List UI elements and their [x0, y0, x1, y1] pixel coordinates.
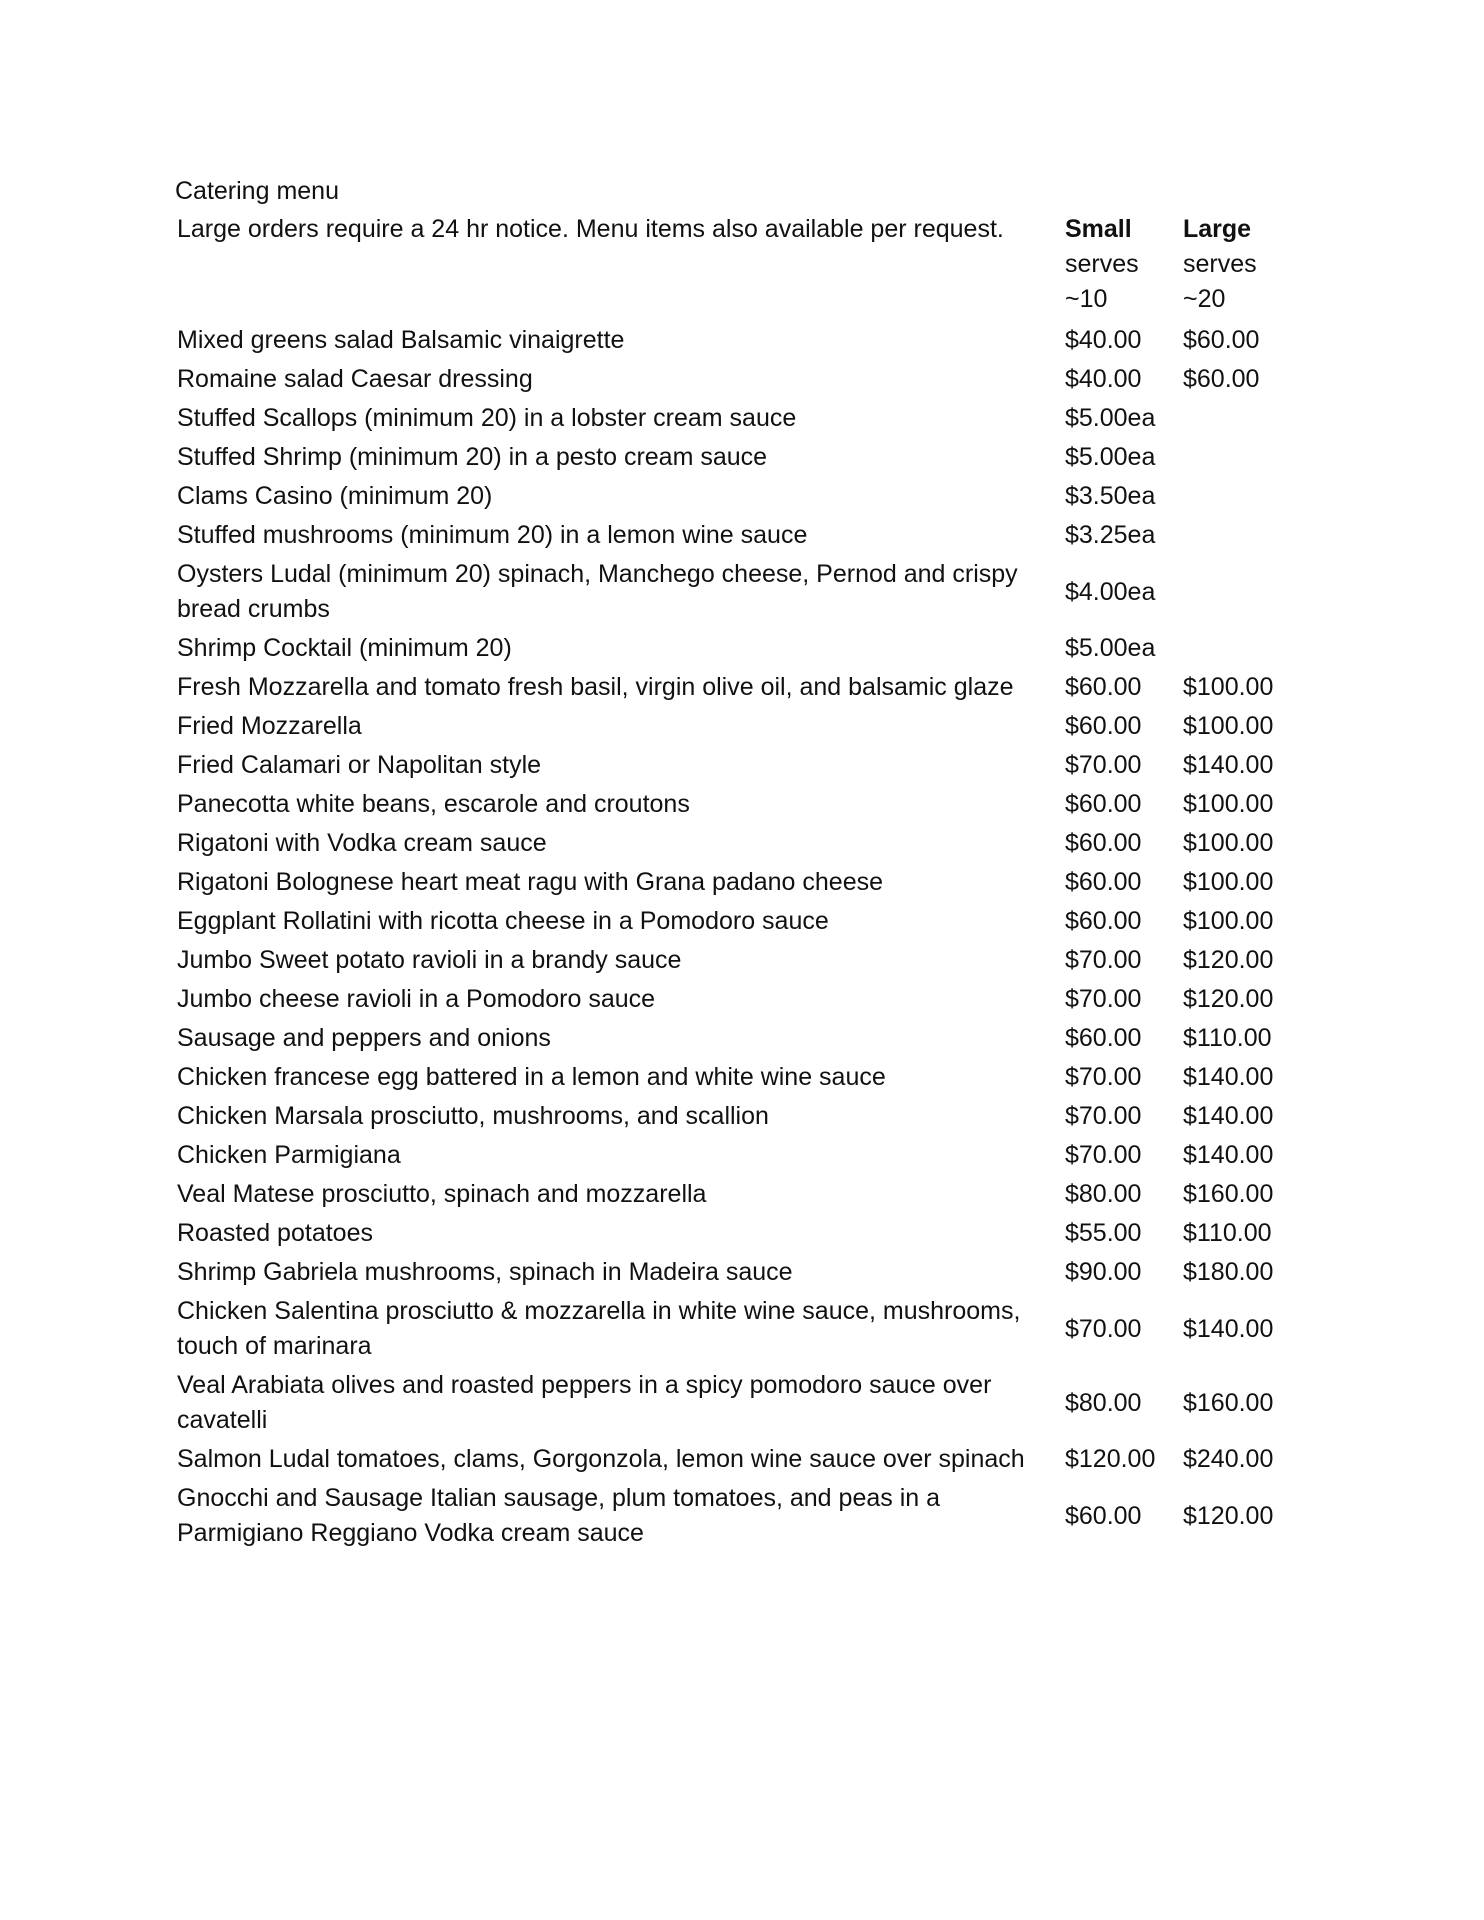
- menu-item-name: Chicken Salentina prosciutto & mozzarella in white wine sauce, mushrooms, touch of marinara: [177, 1297, 1021, 1360]
- menu-item-price-small: $70.00: [1065, 1063, 1142, 1091]
- menu-item-name: Gnocchi and Sausage Italian sausage, plum tomatoes, and peas in a Parmigiano Reggiano Vodka cream sauce: [177, 1484, 941, 1547]
- menu-item-price-small: $5.00ea: [1065, 634, 1156, 662]
- menu-item-price-large: $110.00: [1183, 1219, 1272, 1247]
- menu-item-name: Fresh Mozzarella and tomato fresh basil, virgin olive oil, and balsamic glaze: [177, 673, 1014, 701]
- menu-item-price-small: $3.50ea: [1065, 482, 1156, 510]
- small-serves: serves ~10: [1065, 250, 1139, 313]
- menu-item-price-large: $140.00: [1183, 1314, 1274, 1343]
- menu-item-name: Romaine salad Caesar dressing: [177, 365, 533, 393]
- menu-item-row: [177, 1097, 1307, 1136]
- menu-item-price-large: $100.00: [1183, 790, 1274, 818]
- menu-item-price-small: $80.00: [1065, 1180, 1142, 1208]
- menu-item-price-small: $70.00: [1065, 985, 1142, 1013]
- menu-item-name: Clams Casino (minimum 20): [177, 482, 493, 510]
- menu-item-price-small: $70.00: [1065, 751, 1142, 779]
- menu-item-price-large: $100.00: [1183, 673, 1274, 701]
- menu-item-name: Chicken Parmigiana: [177, 1141, 401, 1169]
- menu-item-row: [177, 629, 1307, 668]
- menu-item-name: Stuffed Shrimp (minimum 20) in a pesto cream sauce: [177, 443, 768, 471]
- menu-item-price-small: $60.00: [1065, 790, 1142, 818]
- menu-item-price-small: $40.00: [1065, 326, 1142, 354]
- menu-item-row: [177, 668, 1307, 707]
- large-serves: serves ~20: [1183, 250, 1257, 313]
- large-label: Large: [1183, 215, 1252, 243]
- menu-item-row: [177, 555, 1307, 629]
- menu-item-price-small: $3.25ea: [1065, 521, 1156, 549]
- menu-item-price-large: $140.00: [1183, 751, 1274, 779]
- menu-item-price-small: $55.00: [1065, 1219, 1142, 1247]
- menu-item-name: Jumbo Sweet potato ravioli in a brandy sauce: [177, 946, 682, 974]
- menu-item-price-small: $4.00ea: [1065, 577, 1156, 606]
- page-title: Catering menu: [175, 177, 339, 205]
- column-header-small: [1065, 212, 1183, 317]
- menu-item-row: [177, 1058, 1307, 1097]
- menu-item-name: Fried Mozzarella: [177, 712, 362, 740]
- menu-item-price-large: $140.00: [1183, 1063, 1274, 1091]
- menu-item-row: [177, 360, 1307, 399]
- menu-item-row: [177, 746, 1307, 785]
- menu-item-row: [177, 707, 1307, 746]
- small-label: Small: [1065, 215, 1132, 243]
- menu-item-price-small: $60.00: [1065, 712, 1142, 740]
- menu-item-row: [177, 824, 1307, 863]
- menu-item-price-large: $140.00: [1183, 1141, 1274, 1169]
- menu-item-price-small: $5.00ea: [1065, 404, 1156, 432]
- menu-item-name: Veal Arabiata olives and roasted peppers in a spicy pomodoro sauce over cavatelli: [177, 1371, 992, 1434]
- menu-item-price-small: $60.00: [1065, 829, 1142, 857]
- menu-item-price-large: $100.00: [1183, 829, 1274, 857]
- menu-item-name: Rigatoni Bolognese heart meat ragu with Grana padano cheese: [177, 868, 884, 896]
- menu-item-price-large: $100.00: [1183, 712, 1274, 740]
- menu-item-price-large: $160.00: [1183, 1388, 1274, 1417]
- menu-item-row: [177, 516, 1307, 555]
- menu-item-price-small: $70.00: [1065, 1314, 1142, 1343]
- menu-item-row: [177, 1253, 1307, 1292]
- menu-item-name: Rigatoni with Vodka cream sauce: [177, 829, 547, 857]
- column-header-large: [1183, 212, 1307, 317]
- menu-item-row: [177, 438, 1307, 477]
- table-header: [177, 212, 1307, 317]
- menu-item-name: Shrimp Cocktail (minimum 20): [177, 634, 512, 662]
- menu-item-name: Veal Matese prosciutto, spinach and mozzarella: [177, 1180, 707, 1208]
- menu-item-price-small: $60.00: [1065, 1501, 1142, 1530]
- menu-item-row: [177, 399, 1307, 438]
- menu-item-price-large: $100.00: [1183, 868, 1274, 896]
- menu-item-price-small: $80.00: [1065, 1388, 1142, 1417]
- menu-item-row: [177, 1440, 1307, 1479]
- menu-item-row: [177, 1479, 1307, 1553]
- menu-item-row: [177, 1175, 1307, 1214]
- menu-item-row: [177, 1366, 1307, 1440]
- menu-item-price-small: $60.00: [1065, 1024, 1142, 1052]
- menu-table: [177, 212, 1307, 1553]
- menu-item-price-large: $110.00: [1183, 1024, 1272, 1052]
- menu-item-name: Chicken francese egg battered in a lemon and white wine sauce: [177, 1063, 886, 1091]
- menu-item-name: Panecotta white beans, escarole and croutons: [177, 790, 690, 818]
- menu-item-name: Mixed greens salad Balsamic vinaigrette: [177, 326, 625, 354]
- menu-item-price-small: $5.00ea: [1065, 443, 1156, 471]
- menu-item-name: Sausage and peppers and onions: [177, 1024, 551, 1052]
- menu-item-name: Stuffed Scallops (minimum 20) in a lobster cream sauce: [177, 404, 797, 432]
- menu-item-name: Roasted potatoes: [177, 1219, 373, 1247]
- menu-item-price-small: $40.00: [1065, 365, 1142, 393]
- menu-item-price-small: $70.00: [1065, 1102, 1142, 1130]
- menu-item-price-small: $70.00: [1065, 946, 1142, 974]
- menu-item-price-small: $60.00: [1065, 673, 1142, 701]
- menu-item-row: [177, 321, 1307, 360]
- menu-item-row: [177, 1136, 1307, 1175]
- menu-item-price-small: $60.00: [1065, 868, 1142, 896]
- menu-item-name: Shrimp Gabriela mushrooms, spinach in Madeira sauce: [177, 1258, 793, 1286]
- menu-item-price-large: $60.00: [1183, 326, 1260, 354]
- menu-item-row: [177, 863, 1307, 902]
- menu-item-price-large: $60.00: [1183, 365, 1260, 393]
- menu-item-price-small: $90.00: [1065, 1258, 1142, 1286]
- menu-item-price-large: $120.00: [1183, 985, 1274, 1013]
- menu-item-row: [177, 785, 1307, 824]
- menu-item-name: Jumbo cheese ravioli in a Pomodoro sauce: [177, 985, 656, 1013]
- menu-rows: [177, 321, 1307, 1553]
- menu-item-price-large: $140.00: [1183, 1102, 1274, 1130]
- menu-item-row: [177, 902, 1307, 941]
- menu-item-row: [177, 1214, 1307, 1253]
- menu-item-price-large: $120.00: [1183, 946, 1274, 974]
- menu-item-price-large: $180.00: [1183, 1258, 1274, 1286]
- menu-item-name: Stuffed mushrooms (minimum 20) in a lemon wine sauce: [177, 521, 808, 549]
- menu-item-row: [177, 980, 1307, 1019]
- menu-item-name: Salmon Ludal tomatoes, clams, Gorgonzola, lemon wine sauce over spinach: [177, 1445, 1025, 1473]
- menu-item-price-large: $240.00: [1183, 1445, 1274, 1473]
- menu-item-name: Eggplant Rollatini with ricotta cheese in a Pomodoro sauce: [177, 907, 829, 935]
- menu-item-price-small: $60.00: [1065, 907, 1142, 935]
- menu-item-name: Fried Calamari or Napolitan style: [177, 751, 542, 779]
- menu-item-row: [177, 1019, 1307, 1058]
- order-notice: Large orders require a 24 hr notice. Menu items also available per request.: [177, 215, 1004, 243]
- menu-item-row: [177, 1292, 1307, 1366]
- menu-item-name: Oysters Ludal (minimum 20) spinach, Manchego cheese, Pernod and crispy bread crumbs: [177, 560, 1018, 623]
- menu-item-price-large: $100.00: [1183, 907, 1274, 935]
- menu-item-row: [177, 477, 1307, 516]
- menu-item-name: Chicken Marsala prosciutto, mushrooms, and scallion: [177, 1102, 769, 1130]
- menu-item-price-small: $120.00: [1065, 1445, 1156, 1473]
- menu-item-price-large: $120.00: [1183, 1501, 1274, 1530]
- menu-item-price-large: $160.00: [1183, 1180, 1274, 1208]
- menu-item-price-small: $70.00: [1065, 1141, 1142, 1169]
- menu-item-row: [177, 941, 1307, 980]
